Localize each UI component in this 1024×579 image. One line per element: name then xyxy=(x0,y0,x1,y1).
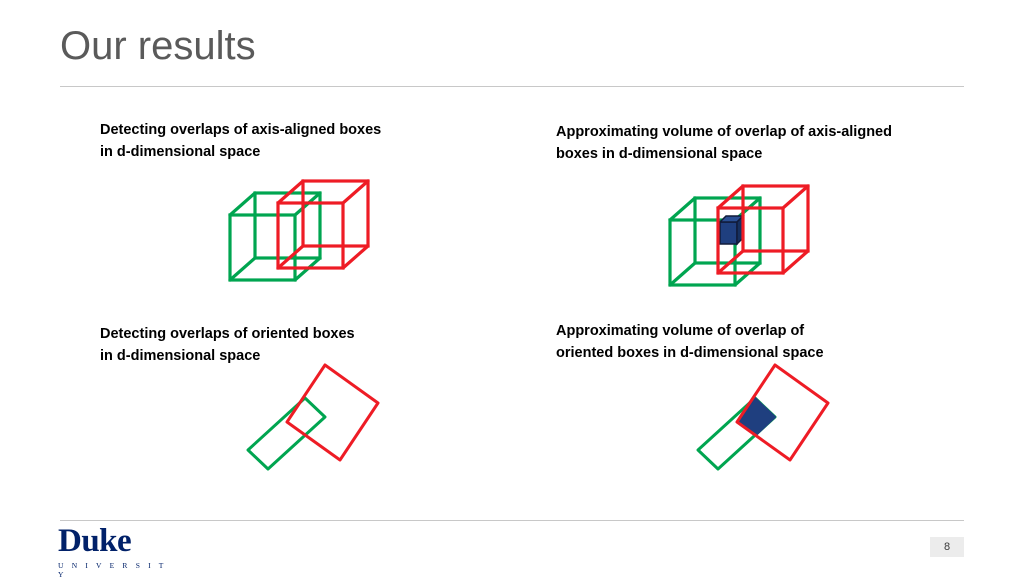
caption-line-1: Detecting overlaps of axis-aligned boxes xyxy=(100,122,382,138)
figure-two-cubes-wireframe-intersection xyxy=(650,180,850,310)
red-rectangle xyxy=(287,365,378,460)
figure-two-oriented-rectangles-intersection xyxy=(680,355,860,480)
cubes-wireframe-svg xyxy=(210,175,410,300)
intersection-volume xyxy=(720,216,743,244)
oriented-rects-intersection-svg xyxy=(680,355,860,475)
caption-line-1: Approximating volume of overlap of xyxy=(556,323,805,339)
green-rectangle xyxy=(248,398,325,469)
figure-two-cubes-wireframe xyxy=(210,175,410,305)
intersection-area xyxy=(737,398,775,435)
caption-line-2: oriented boxes in d-dimensional space xyxy=(556,345,824,362)
page-number: 8 xyxy=(930,537,964,557)
footer-divider xyxy=(60,520,964,521)
cubes-intersection-svg xyxy=(650,180,850,305)
caption-line-1: Approximating volume of overlap of axis-aligned xyxy=(556,124,892,140)
caption-line-2: in d-dimensional space xyxy=(100,348,261,365)
figure-two-oriented-rectangles xyxy=(230,355,410,480)
page-title: Our results xyxy=(60,24,256,68)
caption-detect-axis-aligned xyxy=(100,119,480,164)
oriented-rects-svg xyxy=(230,355,410,475)
title-divider xyxy=(60,86,964,87)
duke-wordmark: Duke xyxy=(58,523,132,559)
caption-line-1: Detecting overlaps of oriented boxes xyxy=(100,326,355,342)
caption-approx-axis-aligned xyxy=(556,121,956,166)
caption-line-2: boxes in d-dimensional space xyxy=(556,146,763,163)
duke-logo xyxy=(58,525,168,579)
caption-line-2: in d-dimensional space xyxy=(100,144,261,161)
duke-subtitle: U N I V E R S I T Y xyxy=(58,561,167,579)
